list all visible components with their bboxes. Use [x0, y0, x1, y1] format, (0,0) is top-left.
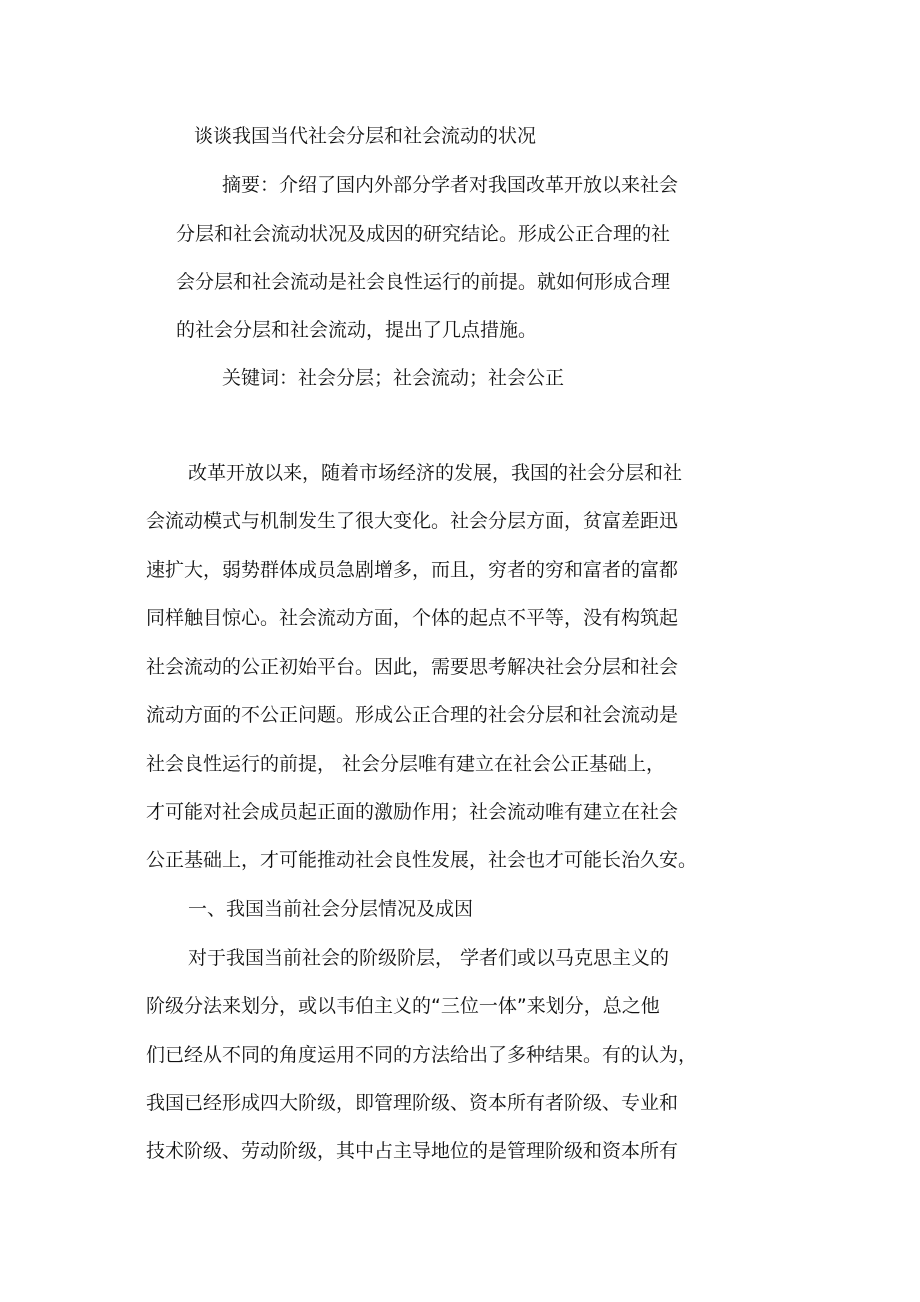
paragraph-line: 对于我国当前社会的阶级阶层， 学者们或以马克思主义的: [188, 947, 670, 969]
paragraph-line: 才可能对社会成员起正面的激励作用；社会流动唯有建立在社会: [146, 801, 679, 823]
abstract-line: 分层和社会流动状况及成因的研究结论。形成公正合理的社: [176, 223, 671, 245]
section-heading: 一、我国当前社会分层情况及成因: [188, 898, 474, 920]
paragraph-line: 技术阶级、劳动阶级，其中占主导地位的是管理阶级和资本所有: [146, 1140, 679, 1162]
paragraph-line: 阶级分法来划分，或以韦伯主义的“三位一体”来划分，总之他: [146, 995, 660, 1017]
paragraph-line: 们已经从不同的角度运用不同的方法给出了多种结果。有的认为，: [146, 1044, 698, 1066]
page-title: 谈谈我国当代社会分层和社会流动的状况: [194, 125, 537, 147]
paragraph-line: 公正基础上，才可能推动社会良性发展，社会也才可能长治久安。: [146, 849, 698, 871]
keywords: 关键词：社会分层；社会流动；社会公正: [222, 367, 565, 389]
paragraph-line: 社会良性运行的前提， 社会分层唯有建立在社会公正基础上，: [146, 753, 666, 775]
paragraph-line: 同样触目惊心。社会流动方面，个体的起点不平等，没有构筑起: [146, 607, 679, 629]
paragraph-line: 流动方面的不公正问题。形成公正合理的社会分层和社会流动是: [146, 704, 679, 726]
abstract-line: 摘要：介绍了国内外部分学者对我国改革开放以来社会: [222, 174, 679, 196]
abstract-line: 的社会分层和社会流动，提出了几点措施。: [176, 319, 538, 341]
paragraph-line: 社会流动的公正初始平台。因此，需要思考解决社会分层和社会: [146, 656, 679, 678]
paragraph-line: 改革开放以来，随着市场经济的发展，我国的社会分层和社: [188, 462, 683, 484]
paragraph-line: 我国已经形成四大阶级，即管理阶级、资本所有者阶级、专业和: [146, 1092, 679, 1114]
paragraph-line: 速扩大，弱势群体成员急剧增多，而且，穷者的穷和富者的富都: [146, 559, 679, 581]
abstract-line: 会分层和社会流动是社会良性运行的前提。就如何形成合理: [176, 271, 671, 293]
paragraph-line: 会流动模式与机制发生了很大变化。社会分层方面，贫富差距迅: [146, 510, 679, 532]
